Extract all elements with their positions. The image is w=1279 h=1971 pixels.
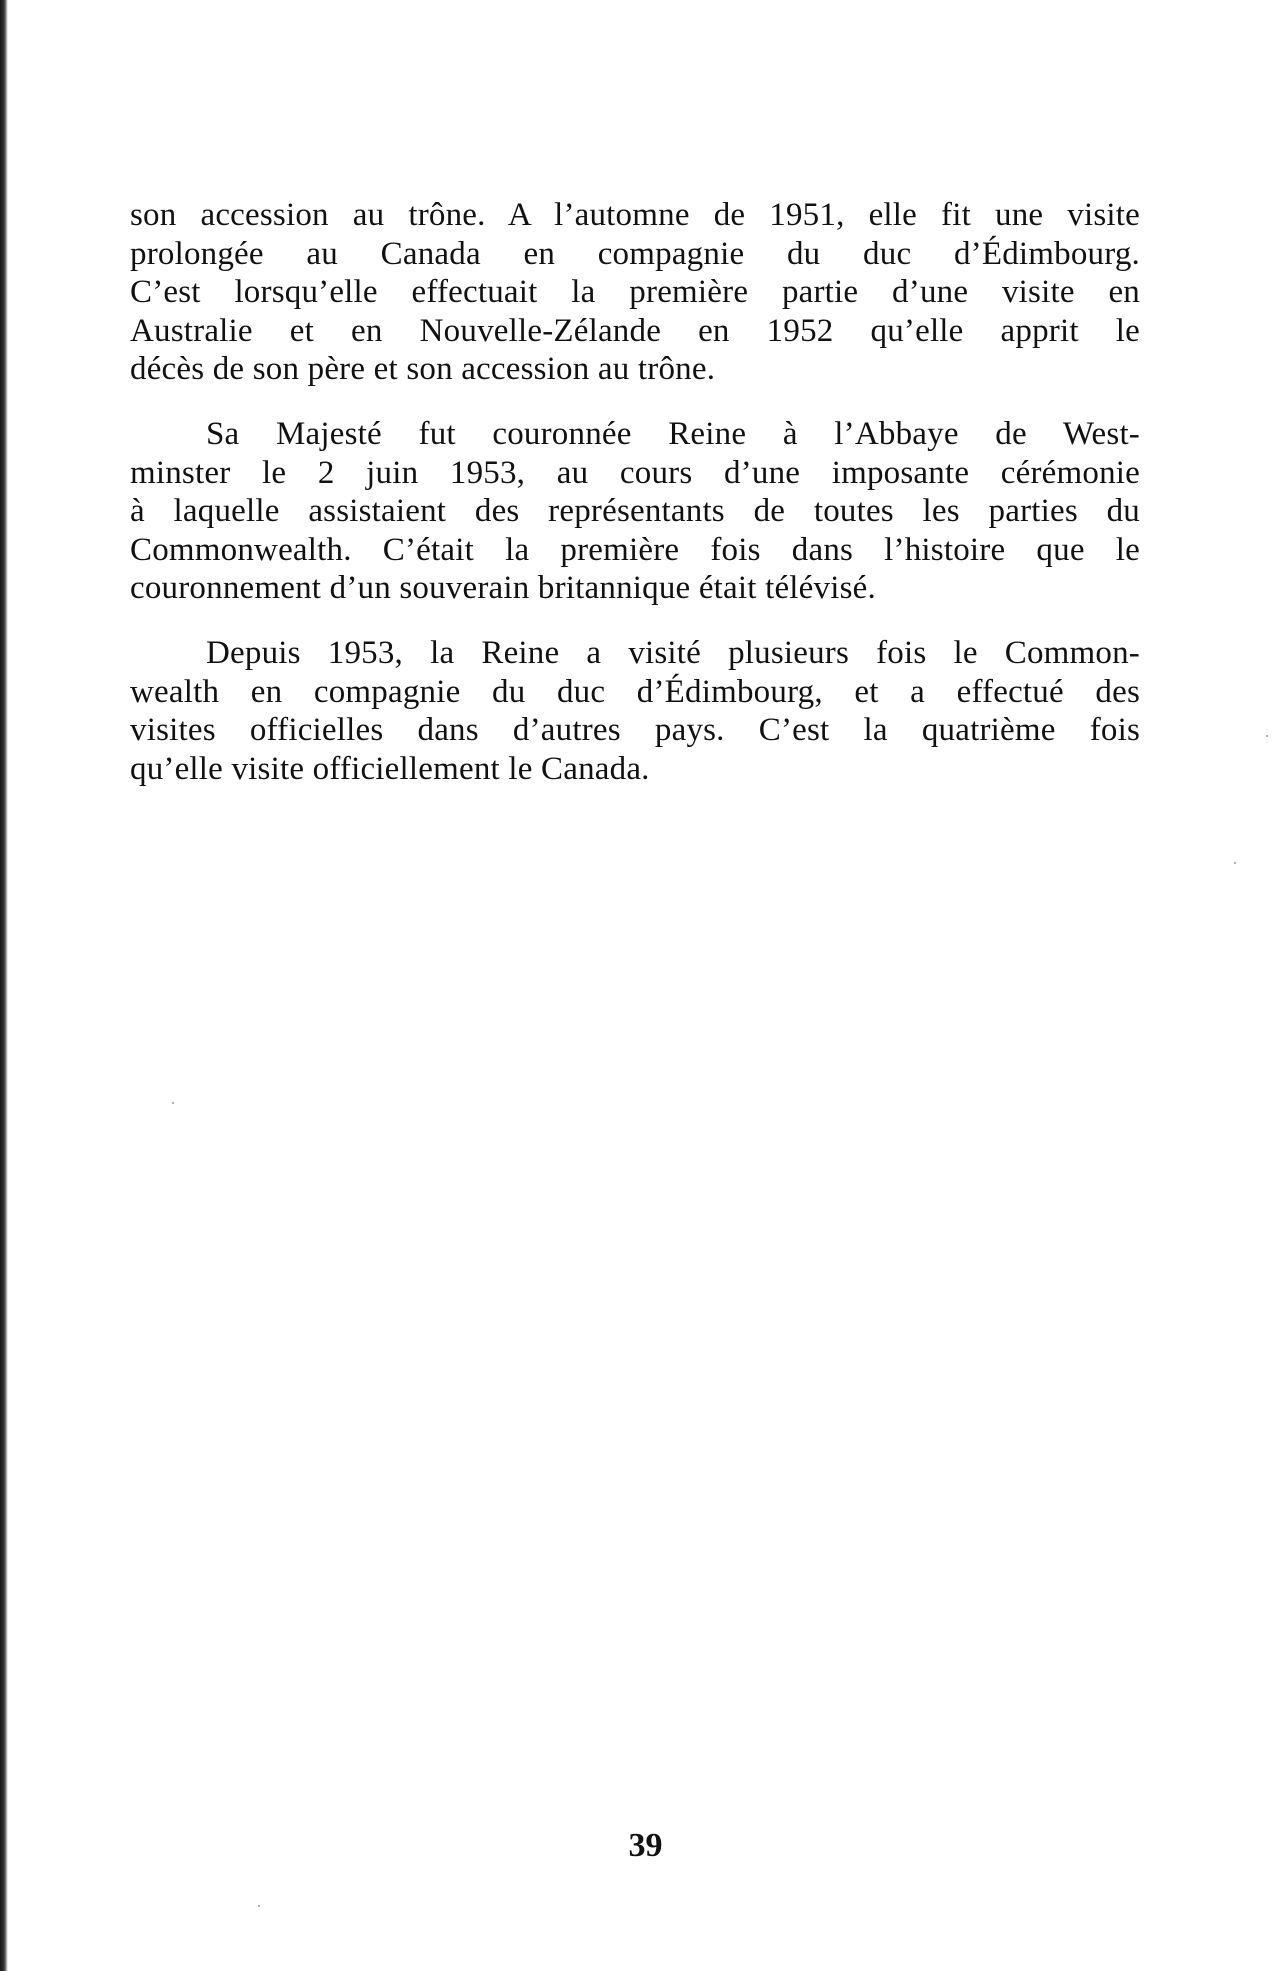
text-line: prolongée au Canada en compagnie du duc d’Édimbourg. [130,235,1140,272]
paragraph-2 [130,415,1140,608]
text-line: wealth en compagnie du duc d’Édimbourg, et a effectué des [130,673,1140,710]
scan-speck [172,1102,174,1104]
body-text [130,196,1140,788]
text-line: Commonwealth. C’était la première fois dans l’histoire que le [130,531,1140,568]
scan-speck [1234,862,1236,864]
text-line: couronnement d’un souverain britannique était télévisé. [130,570,876,607]
text-line: son accession au trône. A l’automne de 1951, elle fit une visite [130,197,1140,233]
page-number: 39 [628,1827,663,1864]
text-line: visites officielles dans d’autres pays. C’est la quatrième fois [130,712,1140,749]
text-line: Depuis 1953, la Reine a visité plusieurs fois le Common- [206,634,1140,671]
text-line: Australie et en Nouvelle-Zélande en 1952 qu’elle apprit le [130,312,1140,349]
text-line: C’est lorsqu’elle effectuait la première partie d’une visite en [130,274,1140,311]
scan-speck [258,1905,260,1907]
text-line: qu’elle visite officiellement le Canada. [130,750,650,787]
text-line: minster le 2 juin 1953, au cours d’une imposante cérémonie [130,454,1140,491]
scanned-page-edge [0,0,8,1971]
paragraph-1 [130,196,1140,389]
paragraph-3 [130,634,1140,788]
text-line: à laquelle assistaient des représentants de toutes les parties du [130,493,1140,530]
text-line: décès de son père et son accession au trône. [130,351,716,388]
scan-speck [1266,735,1268,737]
text-line: Sa Majesté fut couronnée Reine à l’Abbaye de West- [206,415,1140,452]
